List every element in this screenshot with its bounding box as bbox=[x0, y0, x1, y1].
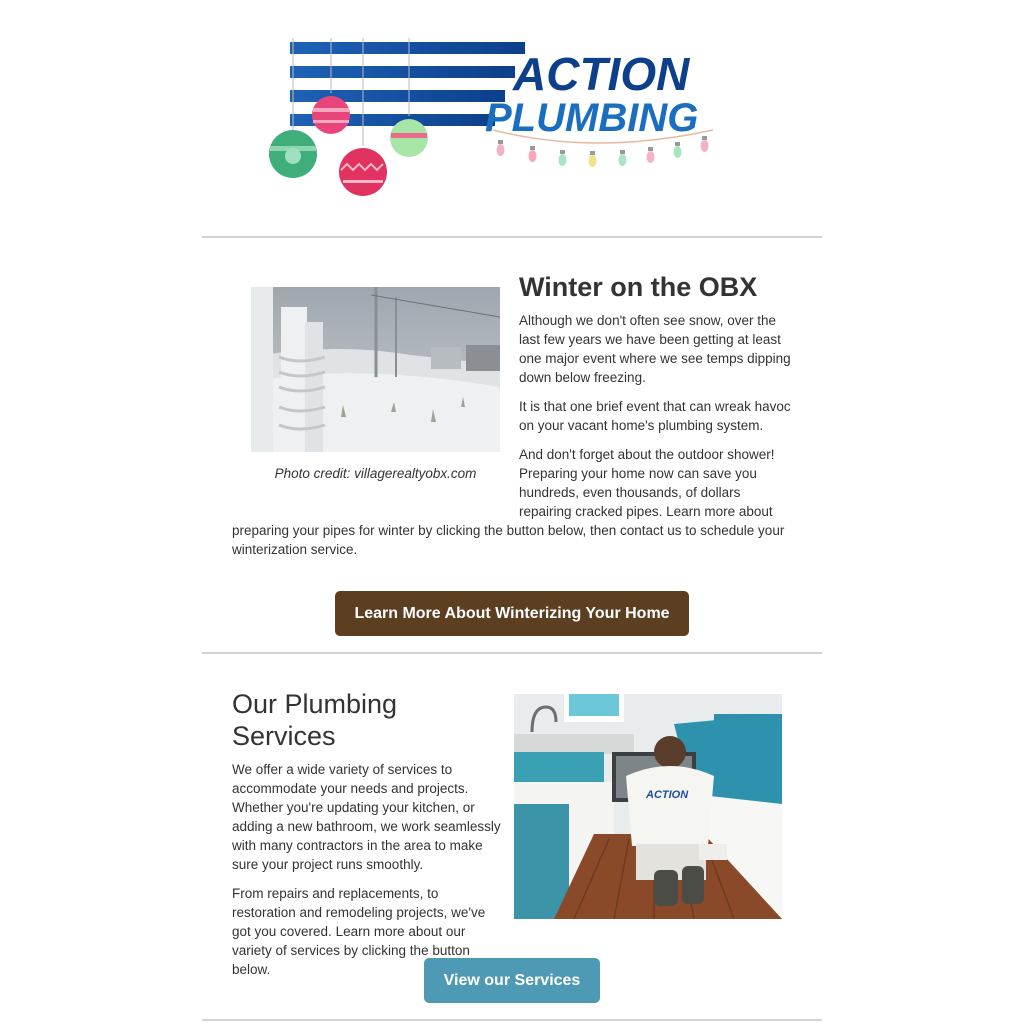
section-divider bbox=[202, 652, 822, 654]
shirt-logo-text: ACTION bbox=[646, 789, 689, 801]
section-divider bbox=[202, 236, 822, 238]
services-paragraph: We offer a wide variety of services to accommodate your needs and projects. Whether you're updating your kitchen, or adding a new bathroom, we work seamlessly with many contractors in the area to make sure your project runs smoothly. bbox=[232, 762, 501, 872]
view-services-button[interactable]: View our Services bbox=[424, 958, 600, 1003]
plumber-kitchen-photo bbox=[514, 694, 782, 919]
logo-graphic bbox=[265, 38, 725, 200]
winter-paragraph: It is that one brief event that can wreak havoc on your vacant home's plumbing system. bbox=[519, 399, 791, 433]
logo-word-action: ACTION bbox=[513, 48, 690, 100]
winter-section bbox=[232, 270, 792, 569]
logo-word-plumbing: PLUMBING bbox=[485, 96, 699, 140]
winter-paragraph: And don't forget about the outdoor shower! Preparing your home now can save you hundreds, even thousands, of dollars repairing cracked pipes. Learn more about preparing your pipes for winter by clicking the button below, then contact us to schedule your winterization service. bbox=[232, 447, 785, 557]
services-title: Our Plumbing Services bbox=[232, 689, 398, 751]
learn-more-winterizing-button[interactable]: Learn More About Winterizing Your Home bbox=[335, 591, 689, 636]
photo-caption: Photo credit: villagerealtyobx.com bbox=[274, 466, 477, 481]
action-plumbing-logo bbox=[265, 38, 725, 200]
winter-title: Winter on the OBX bbox=[519, 272, 758, 302]
services-paragraph: From repairs and replacements, to restoration and remodeling projects, we've got you covered. Learn more about our variety of services by clicking the button below. bbox=[232, 886, 486, 977]
winter-paragraph: Although we don't often see snow, over the last few years we have been getting at least one major event where we see temps dipping down below freezing. bbox=[519, 313, 791, 385]
services-section bbox=[232, 688, 502, 989]
section-divider bbox=[202, 1019, 822, 1021]
